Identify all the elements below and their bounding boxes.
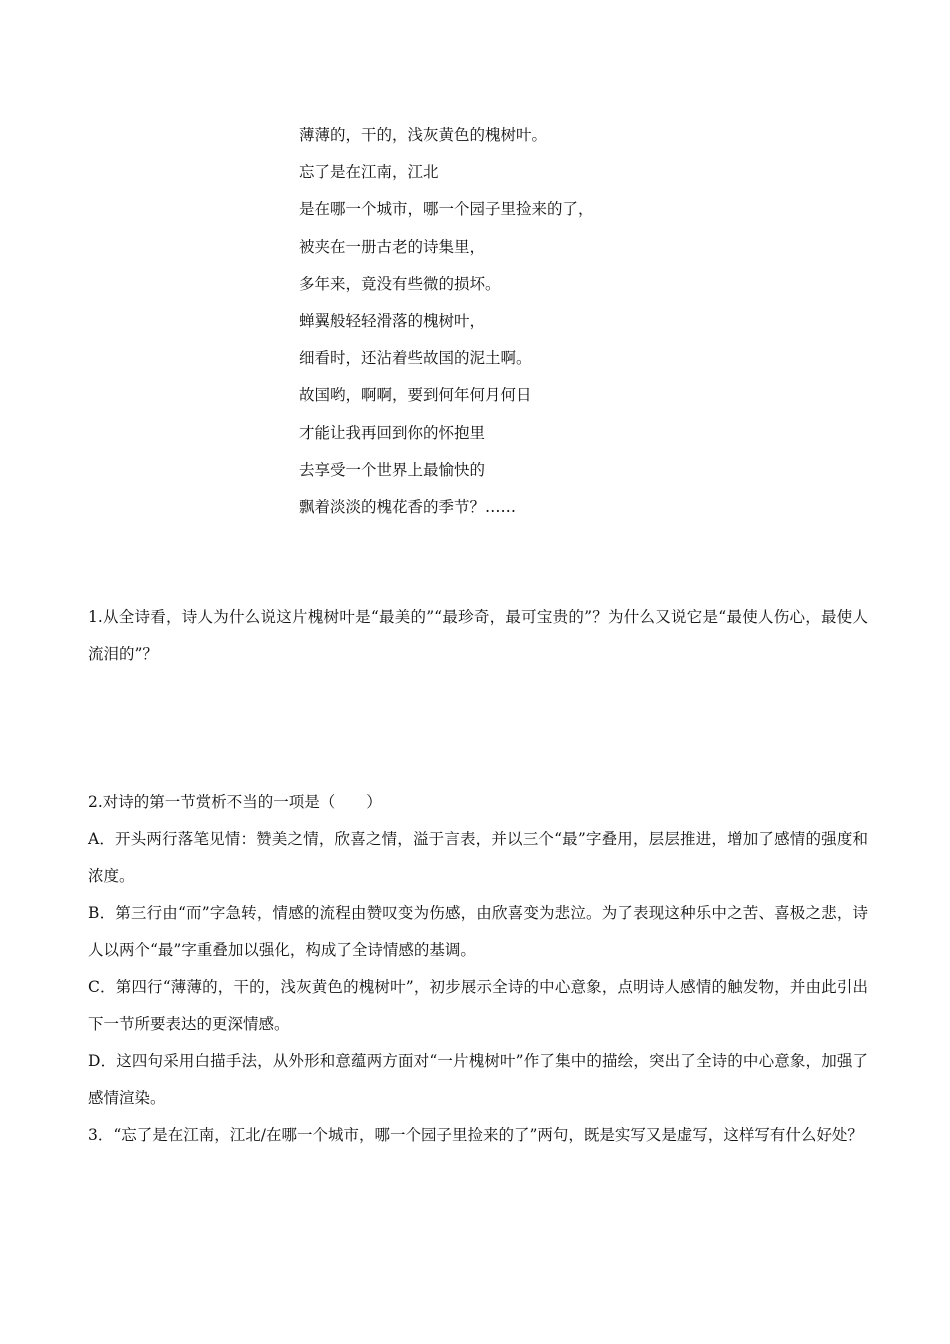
poem-line: 故国哟，啊啊，要到何年何月何日	[299, 386, 532, 405]
option-d: D．这四句采用白描手法，从外形和意蕴两方面对“一片槐树叶”作了集中的描绘，突出了全诗的中心意象，加强了感情渲染。	[88, 1052, 868, 1107]
poem-line: 才能让我再回到你的怀抱里	[299, 423, 486, 442]
option-c: C．第四行“薄薄的，干的，浅灰黄色的槐树叶”，初步展示全诗的中心意象，点明诗人感情的触发物，并由此引出下一节所要表达的更深情感。	[88, 978, 868, 1033]
poem-line: 忘了是在江南，江北	[299, 163, 439, 182]
poem-line: 是在哪一个城市，哪一个园子里捡来的了，	[299, 200, 594, 219]
poem-line: 多年来，竟没有些微的损坏。	[299, 274, 501, 293]
question-3-text: 3．“忘了是在江南，江北/在哪一个城市，哪一个园子里捡来的了”两句，既是实写又是虚写，这样写有什么好处？	[88, 1126, 863, 1144]
poem-line: 被夹在一册古老的诗集里，	[299, 237, 486, 256]
option-a: A．开头两行落笔见情：赞美之情，欣喜之情，溢于言表，并以三个“最”字叠用，层层推进，增加了感情的强度和浓度。	[88, 830, 868, 885]
question-1	[88, 599, 868, 673]
question-2-stem: 2.对诗的第一节赏析不当的一项是（ ）	[88, 793, 382, 811]
option-b: B．第三行由“而”字急转，情感的流程由赞叹变为伤感，由欣喜变为悲泣。为了表现这种乐中之苦、喜极之悲，诗人以两个“最”字重叠加以强化，构成了全诗情感的基调。	[88, 904, 868, 959]
poem-line: 飘着淡淡的槐花香的季节？……	[299, 497, 517, 516]
poem-line: 蝉翼般轻轻滑落的槐树叶，	[299, 311, 486, 330]
poem-line: 去享受一个世界上最愉快的	[299, 460, 486, 479]
poem-line: 薄薄的，干的，浅灰黄色的槐树叶。	[299, 126, 548, 144]
poem	[299, 117, 719, 526]
question-1-text: 1.从全诗看，诗人为什么说这片槐树叶是“最美的”“最珍奇，最可宝贵的”？为什么又说它是“最使人伤心，最使人流泪的”？	[88, 608, 868, 663]
poem-line: 细看时，还沾着些故国的泥土啊。	[299, 349, 532, 368]
question-2-and-3	[88, 784, 868, 1154]
